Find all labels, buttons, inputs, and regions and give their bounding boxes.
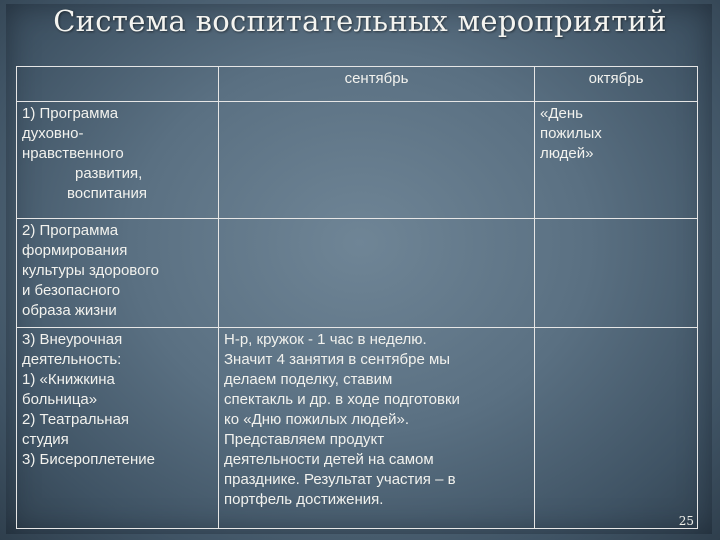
page-number: 25 (678, 514, 694, 528)
september-line: портфель достижения. (224, 491, 384, 508)
header-october: октябрь (535, 67, 698, 102)
row-label-line: больница» (22, 391, 98, 408)
row-label-line: развития, (75, 165, 143, 182)
row-label-line: деятельность: (22, 351, 122, 368)
row-label-cell (17, 102, 219, 219)
october-cell (535, 102, 698, 219)
september-line: деятельности детей на самом (224, 451, 434, 468)
september-line: Представляем продукт (224, 431, 385, 448)
header-september: сентябрь (219, 67, 535, 102)
row-label-cell (17, 328, 219, 529)
row-label-line: духовно- (22, 125, 84, 142)
september-line: ко «Дню пожилых людей». (224, 411, 410, 428)
table-row (17, 328, 698, 529)
october-line: людей» (540, 145, 594, 162)
october-cell (535, 328, 698, 529)
slide-title: Система воспитательных мероприятий (53, 4, 667, 38)
row-label-line: формирования (22, 242, 128, 259)
september-cell (219, 219, 535, 328)
header-empty-cell (17, 67, 219, 102)
row-label-line: 2) Театральная (22, 411, 130, 428)
september-line: Н-р, кружок - 1 час в неделю. (224, 331, 427, 348)
table-row (17, 102, 698, 219)
september-cell (219, 102, 535, 219)
september-line: Значит 4 занятия в сентябре мы (224, 351, 451, 368)
september-line: празднике. Результат участия – в (224, 471, 456, 488)
row-label-line: 3) Внеурочная (22, 331, 123, 348)
row-label-line: 1) Программа (22, 105, 119, 122)
september-cell (219, 328, 535, 529)
table-header-row (17, 67, 698, 102)
row-label-line: образа жизни (22, 302, 117, 319)
september-line: спектакль и др. в ходе подготовки (224, 391, 460, 408)
row-label-line: и безопасного (22, 282, 121, 299)
row-label-line: воспитания (67, 185, 147, 202)
row-label-line: нравственного (22, 145, 124, 162)
events-table (16, 66, 698, 529)
october-line: «День (540, 105, 583, 122)
october-cell (535, 219, 698, 328)
october-line: пожилых (540, 125, 602, 142)
table-row (17, 219, 698, 328)
row-label-line: студия (22, 431, 69, 448)
row-label-line: 2) Программа (22, 222, 119, 239)
row-label-line: 3) Бисероплетение (22, 451, 156, 468)
row-label-line: 1) «Книжкина (22, 371, 115, 388)
september-line: делаем поделку, ставим (224, 371, 393, 388)
row-label-line: культуры здорового (22, 262, 159, 279)
row-label-cell (17, 219, 219, 328)
